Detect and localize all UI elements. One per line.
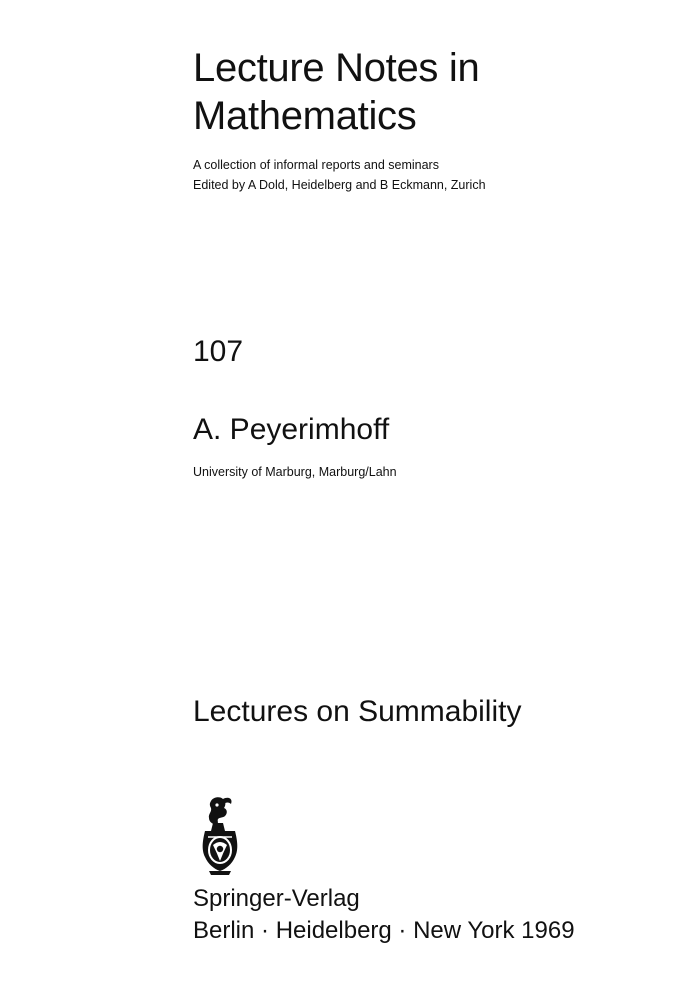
knight-base — [209, 871, 231, 875]
springer-knight-icon — [193, 795, 247, 877]
series-description — [193, 155, 486, 195]
shield-dot — [217, 846, 223, 852]
publisher-imprint — [193, 883, 575, 947]
series-title — [193, 44, 479, 140]
series-title-line-1: Lecture Notes in — [193, 46, 480, 90]
knight-plume — [223, 798, 232, 804]
knight-eye — [215, 803, 218, 806]
publisher-name: Springer-Verlag — [193, 885, 360, 912]
volume-number: 107 — [193, 335, 244, 368]
knight-neck — [211, 823, 225, 831]
series-subtitle: A collection of informal reports and seminars — [193, 158, 439, 172]
publisher-cities-year: Berlin · Heidelberg · New York 1969 — [193, 917, 575, 944]
book-title: Lectures on Summability — [193, 695, 522, 728]
series-title-line-2: Mathematics — [193, 94, 417, 138]
author-name: A. Peyerimhoff — [193, 413, 390, 446]
author-affiliation: University of Marburg, Marburg/Lahn — [193, 465, 397, 479]
series-editors: Edited by A Dold, Heidelberg and B Eckmann, Zurich — [193, 178, 486, 192]
